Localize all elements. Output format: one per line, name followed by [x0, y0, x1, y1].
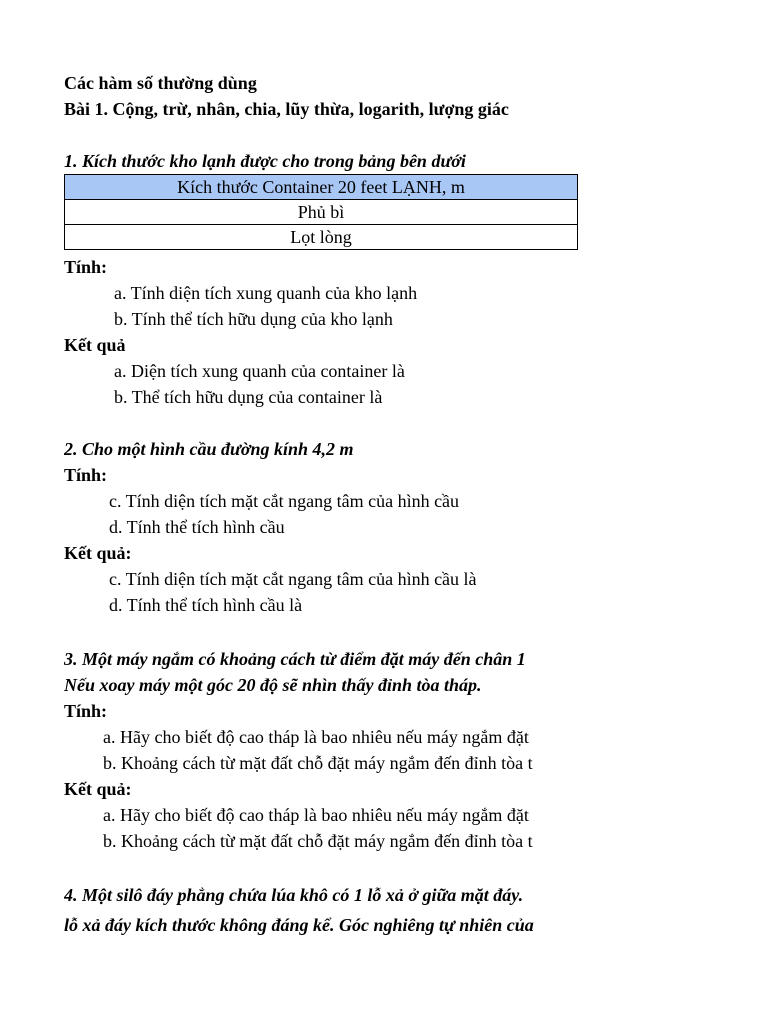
- problem-1-tinh-label: Tính:: [64, 257, 108, 277]
- problem-2-ketqua-label: Kết quả:: [64, 543, 132, 563]
- problem-2-result-c: c. Tính diện tích mặt cắt ngang tâm của hình cầu là: [109, 569, 477, 589]
- problem-4-heading-line-1: 4. Một silô đáy phẳng chứa lúa khô có 1 lỗ xả ở giữa mặt đáy.: [64, 885, 524, 905]
- table-cell-phu-bi[interactable]: Phủ bì: [65, 200, 578, 225]
- problem-3-ketqua-label: Kết quả:: [64, 779, 132, 799]
- problem-1-result-a: a. Diện tích xung quanh của container là: [114, 361, 405, 381]
- problem-1-task-a: a. Tính diện tích xung quanh của kho lạnh: [114, 283, 418, 303]
- lesson-subtitle: Bài 1. Cộng, trừ, nhân, chia, lũy thừa, logarith, lượng giác: [64, 99, 509, 119]
- problem-4-heading-line-2: lỗ xả đáy kích thước không đáng kể. Góc nghiêng tự nhiên của: [64, 915, 534, 935]
- problem-1-result-b: b. Thể tích hữu dụng của container là: [114, 387, 383, 407]
- container-size-table: [64, 174, 578, 250]
- problem-2-heading: 2. Cho một hình cầu đường kính 4,2 m: [64, 439, 354, 459]
- problem-2-result-d: d. Tính thể tích hình cầu là: [109, 595, 303, 615]
- table-header-cell[interactable]: Kích thước Container 20 feet LẠNH, m: [65, 175, 578, 200]
- problem-3-tinh-label: Tính:: [64, 701, 108, 721]
- problem-1-task-b: b. Tính thể tích hữu dụng của kho lạnh: [114, 309, 393, 329]
- table-cell-lot-long[interactable]: Lọt lòng: [65, 225, 578, 250]
- problem-2-task-d: d. Tính thể tích hình cầu: [109, 517, 285, 537]
- problem-3-heading-line-1: 3. Một máy ngắm có khoảng cách từ điểm đặt máy đến chân 1: [64, 649, 526, 669]
- problem-1-heading: 1. Kích thước kho lạnh được cho trong bảng bên dưới: [64, 151, 466, 171]
- problem-3-task-a: a. Hãy cho biết độ cao tháp là bao nhiêu nếu máy ngắm đặt: [103, 727, 529, 747]
- problem-2-task-c: c. Tính diện tích mặt cắt ngang tâm của hình cầu: [109, 491, 460, 511]
- problem-3-result-b: b. Khoảng cách từ mặt đất chỗ đặt máy ngắm đến đỉnh tòa t: [103, 831, 533, 851]
- problem-2-tinh-label: Tính:: [64, 465, 108, 485]
- problem-1-ketqua-label: Kết quả: [64, 335, 126, 355]
- table-row: [65, 200, 578, 225]
- problem-3-task-b: b. Khoảng cách từ mặt đất chỗ đặt máy ngắm đến đỉnh tòa t: [103, 753, 533, 773]
- table-row: [65, 225, 578, 250]
- problem-3-heading-line-2: Nếu xoay máy một góc 20 độ sẽ nhìn thấy đỉnh tòa tháp.: [64, 675, 482, 695]
- table-header-row: [65, 175, 578, 200]
- problem-3-result-a: a. Hãy cho biết độ cao tháp là bao nhiêu nếu máy ngắm đặt: [103, 805, 529, 825]
- page-title: Các hàm số thường dùng: [64, 73, 257, 93]
- spreadsheet-page: [64, 0, 580, 1024]
